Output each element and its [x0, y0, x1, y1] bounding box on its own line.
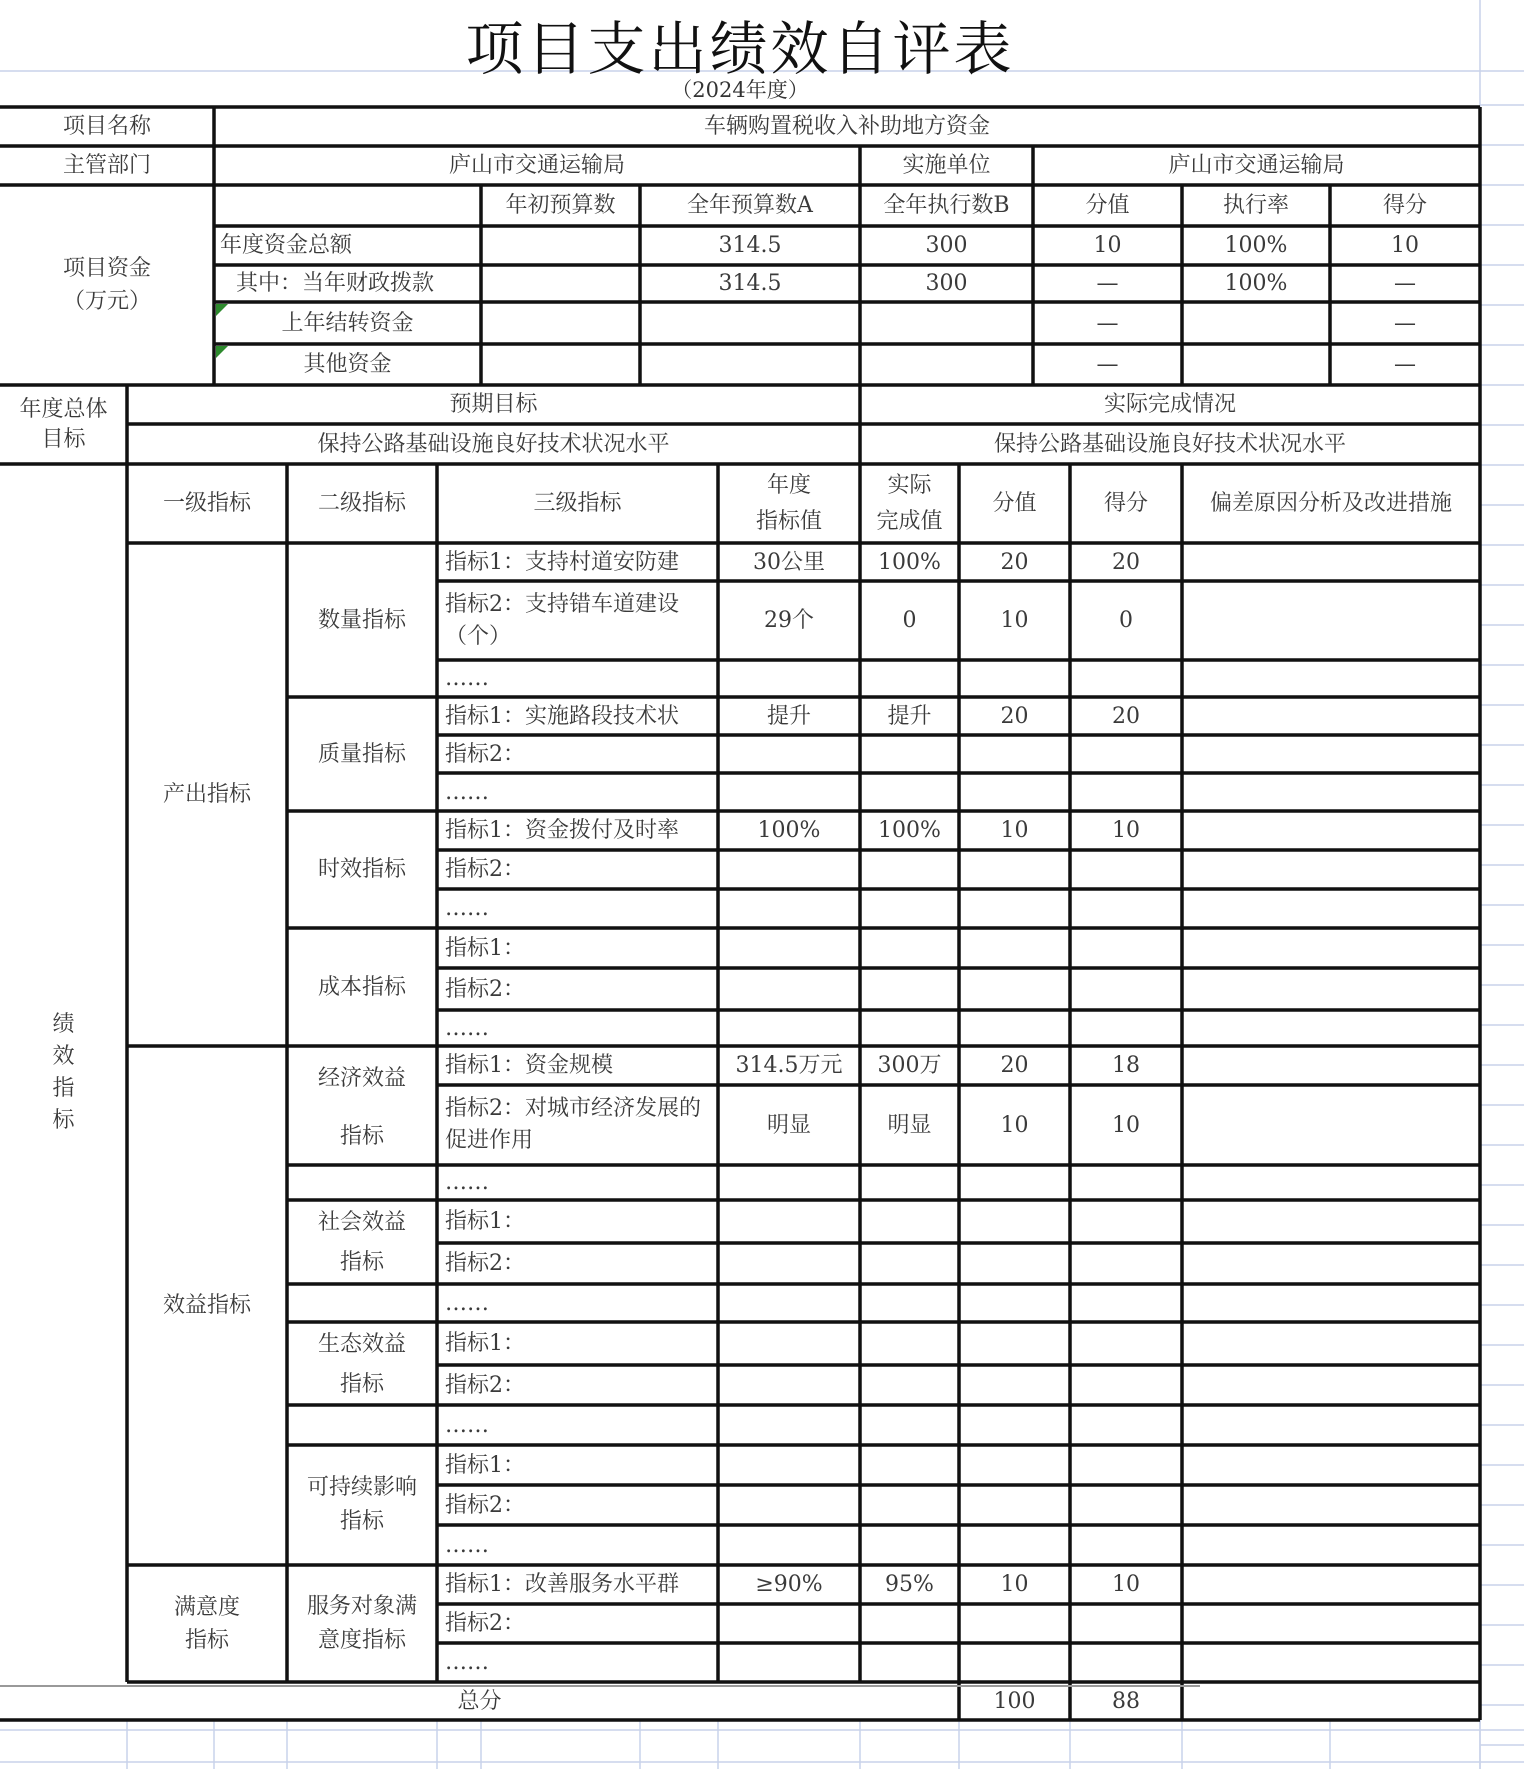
indicator-name[interactable]: 指标1： — [445, 1452, 525, 1478]
indicator-score[interactable] — [1070, 889, 1182, 928]
level2-timeliness: 时效指标 — [317, 857, 406, 882]
fund-row-budget[interactable] — [640, 302, 860, 344]
fund-row-rate[interactable] — [1182, 302, 1330, 344]
level2-sustain-line1: 可持续影响 — [306, 1475, 417, 1500]
indicator-score-value[interactable] — [959, 1165, 1070, 1200]
level2-eco-line2: 指标 — [339, 1372, 384, 1397]
indicator-name[interactable]: 指标1： — [445, 1209, 525, 1234]
indicator-analysis[interactable] — [1182, 1046, 1480, 1085]
header-actual-line1: 实际 — [887, 472, 932, 498]
indicator-actual-value[interactable] — [860, 1485, 959, 1525]
level2-service-line1: 服务对象满 — [306, 1593, 417, 1619]
indicator-score-value[interactable] — [959, 1010, 1070, 1046]
header-annual — [718, 464, 860, 543]
indicator-score-value[interactable]: 10 — [1000, 1112, 1029, 1138]
header-annual-line1: 年度 — [766, 472, 811, 498]
fund-row-name: 其中：当年财政拨款 — [236, 271, 435, 296]
indicator-analysis[interactable] — [1182, 1085, 1480, 1165]
level2-service-line2: 意度指标 — [317, 1627, 406, 1653]
indicator-score[interactable] — [1070, 1604, 1182, 1643]
indicator-analysis[interactable] — [1182, 581, 1480, 660]
indicator-name[interactable]: 指标2：对城市经济发展的促进作用 — [445, 1096, 701, 1153]
impl-value[interactable]: 庐山市交通运输局 — [1168, 153, 1345, 178]
funds-label-line2: （万元） — [62, 289, 151, 314]
fund-row-initial[interactable] — [481, 226, 640, 265]
indicator-name[interactable]: 指标1：改善服务水平群 — [445, 1572, 679, 1597]
indicator-annual-value[interactable] — [718, 1405, 860, 1445]
indicator-score-value[interactable]: 10 — [1000, 608, 1029, 633]
indicator-annual-value[interactable] — [718, 968, 860, 1010]
dept-label: 主管部门 — [62, 153, 151, 178]
level1-output: 产出指标 — [162, 782, 251, 807]
indicator-name[interactable]: 指标1：实施路段技术状 — [445, 703, 679, 729]
level2-service — [287, 1565, 437, 1682]
indicator-score[interactable] — [1070, 1643, 1182, 1682]
indicator-score[interactable]: 0 — [1119, 608, 1133, 633]
funds-col-budget: 全年预算数A — [687, 193, 813, 218]
indicator-score[interactable] — [1070, 1010, 1182, 1046]
fund-row-rate[interactable] — [1182, 344, 1330, 385]
indicator-annual-value[interactable] — [718, 1365, 860, 1405]
funds-col-initial: 年初预算数 — [505, 193, 616, 218]
indicator-score[interactable] — [1070, 660, 1182, 697]
indicator-annual-value[interactable]: 100% — [757, 818, 821, 843]
indicator-name[interactable]: …… — [445, 1290, 489, 1316]
fund-row-name: 年度资金总额 — [220, 233, 353, 258]
fund-row-score[interactable]: — — [1394, 271, 1416, 296]
indicator-annual-value[interactable] — [718, 1243, 860, 1284]
indicator-score[interactable]: 10 — [1112, 1572, 1140, 1597]
header-score: 得分 — [1103, 491, 1148, 516]
funds-col-score: 得分 — [1382, 193, 1427, 218]
indicator-name[interactable]: 指标2： — [445, 1372, 525, 1398]
indicator-actual-value[interactable]: 明显 — [887, 1112, 932, 1138]
indicator-actual-value[interactable] — [860, 735, 959, 773]
indicator-name[interactable]: …… — [445, 896, 489, 921]
indicator-actual-value[interactable]: 300万 — [877, 1053, 942, 1078]
indicator-score[interactable] — [1070, 968, 1182, 1010]
indicator-actual-value[interactable] — [860, 1322, 959, 1365]
indicator-annual-value[interactable] — [718, 1010, 860, 1046]
header-level1: 一级指标 — [162, 491, 251, 516]
indicator-name[interactable]: …… — [445, 1170, 489, 1195]
indicator-score[interactable] — [1070, 928, 1182, 968]
level2-sustain-line2: 指标 — [339, 1509, 384, 1534]
indicator-analysis[interactable] — [1182, 1405, 1480, 1445]
indicator-annual-value[interactable] — [718, 889, 860, 928]
indicator-annual-value[interactable] — [718, 1284, 860, 1322]
goals-actual-value[interactable]: 保持公路基础设施良好技术状况水平 — [993, 431, 1346, 457]
indicator-annual-value[interactable] — [718, 660, 860, 697]
level2-social — [287, 1200, 437, 1284]
indicator-annual-value[interactable]: 明显 — [766, 1112, 811, 1138]
fund-row-executed[interactable] — [860, 344, 1033, 385]
indicator-annual-value[interactable]: 30公里 — [753, 549, 825, 575]
indicator-analysis[interactable] — [1182, 811, 1480, 850]
level1-satisfaction — [127, 1565, 287, 1682]
indicator-actual-value[interactable] — [860, 1643, 959, 1682]
funds-label — [0, 185, 214, 385]
level2-eco — [287, 1322, 437, 1406]
indicator-score[interactable] — [1070, 773, 1182, 811]
fund-row-initial[interactable] — [481, 265, 640, 302]
indicator-score[interactable] — [1070, 1365, 1182, 1405]
goals-actual-label: 实际完成情况 — [1103, 392, 1236, 417]
indicator-score-value[interactable]: 20 — [1000, 1053, 1029, 1078]
indicator-score-value[interactable] — [959, 1445, 1070, 1485]
indicator-actual-value[interactable] — [860, 850, 959, 889]
fund-row-score[interactable]: — — [1394, 352, 1416, 377]
total-label: 总分 — [457, 1688, 502, 1714]
indicator-score-value[interactable] — [959, 928, 1070, 968]
indicator-score-value[interactable]: 20 — [1000, 549, 1029, 575]
goals-label-line1: 年度总体 — [19, 396, 108, 422]
indicator-score-value[interactable] — [959, 773, 1070, 811]
indicator-name[interactable]: …… — [445, 779, 489, 805]
indicator-name[interactable]: …… — [445, 1412, 489, 1438]
indicator-score-value[interactable] — [959, 1200, 1070, 1243]
indicator-analysis[interactable] — [1182, 660, 1480, 697]
indicator-analysis[interactable] — [1182, 543, 1480, 581]
indicator-name[interactable]: 指标1： — [445, 935, 525, 961]
indicator-score[interactable]: 20 — [1112, 549, 1140, 575]
indicator-actual-value[interactable] — [860, 1284, 959, 1322]
indicator-actual-value[interactable] — [860, 1405, 959, 1445]
fund-row-name: 上年结转资金 — [281, 310, 414, 336]
indicator-name[interactable]: …… — [445, 1015, 489, 1041]
indicator-name[interactable]: 指标1：资金拨付及时率 — [445, 818, 679, 843]
indicator-name[interactable]: 指标1： — [445, 1331, 525, 1356]
page-subtitle: （2024年度） — [671, 78, 809, 102]
indicator-score-value[interactable] — [959, 1485, 1070, 1525]
fund-row-score[interactable]: 10 — [1391, 233, 1419, 258]
indicator-name[interactable]: 指标2： — [445, 976, 525, 1002]
indicator-annual-value[interactable] — [718, 1165, 860, 1200]
indicator-score[interactable] — [1070, 1485, 1182, 1525]
level2-economic-line1: 经济效益 — [317, 1066, 406, 1091]
indicator-analysis[interactable] — [1182, 1010, 1480, 1046]
indicator-score[interactable] — [1070, 1165, 1182, 1200]
indicator-score[interactable] — [1070, 735, 1182, 773]
fund-row-name: 其他资金 — [303, 352, 392, 377]
goals-label — [0, 385, 127, 464]
level1-satisfaction-line1: 满意度 — [173, 1594, 240, 1620]
indicator-actual-value[interactable] — [860, 773, 959, 811]
header-actual-line2: 完成值 — [876, 508, 943, 534]
fund-row-rate[interactable]: 100% — [1224, 271, 1288, 296]
indicator-actual-value[interactable] — [860, 1604, 959, 1643]
indicator-name[interactable]: 指标2： — [445, 1492, 525, 1518]
indicator-name[interactable]: 指标2： — [445, 741, 525, 767]
indicator-score[interactable] — [1070, 1405, 1182, 1445]
indicator-name[interactable]: 指标2： — [445, 1611, 525, 1636]
fund-row-budget[interactable] — [640, 344, 860, 385]
indicator-actual-value[interactable]: 100% — [878, 549, 941, 575]
indicator-name[interactable]: 指标2： — [445, 1251, 525, 1276]
indicator-actual-value[interactable] — [860, 660, 959, 697]
indicator-score[interactable]: 20 — [1112, 703, 1140, 729]
goals-label-line2: 目标 — [41, 426, 86, 452]
level2-economic-line2: 指标 — [339, 1124, 384, 1149]
indicator-actual-value[interactable] — [860, 1165, 959, 1200]
indicator-analysis[interactable] — [1182, 928, 1480, 968]
fund-row-executed[interactable]: 300 — [925, 271, 968, 296]
header-analysis: 偏差原因分析及改进措施 — [1209, 491, 1452, 516]
indicator-score[interactable] — [1070, 1200, 1182, 1243]
indicator-name[interactable]: 指标2： — [445, 857, 525, 882]
indicator-annual-value[interactable]: ≥90% — [755, 1572, 823, 1597]
indicator-annual-value[interactable]: 29个 — [764, 608, 814, 633]
indicators-section-label — [0, 464, 127, 1682]
project-name-value[interactable]: 车辆购置税收入补助地方资金 — [703, 114, 990, 139]
indicator-analysis[interactable] — [1182, 968, 1480, 1010]
fund-row-score[interactable]: — — [1394, 310, 1416, 336]
fund-row-rate[interactable]: 100% — [1224, 233, 1288, 258]
indicator-analysis[interactable] — [1182, 1365, 1480, 1405]
fund-row-score-value[interactable]: — — [1096, 271, 1119, 296]
indicator-annual-value[interactable] — [718, 735, 860, 773]
indicator-actual-value[interactable]: 0 — [902, 608, 917, 633]
indicator-analysis[interactable] — [1182, 1445, 1480, 1485]
total-analysis[interactable] — [1182, 1682, 1480, 1720]
section-char: 指 — [52, 1076, 75, 1101]
indicator-analysis[interactable] — [1182, 850, 1480, 889]
indicator-annual-value[interactable] — [718, 1643, 860, 1682]
indicator-score-value[interactable] — [959, 850, 1070, 889]
indicator-score-value[interactable] — [959, 1284, 1070, 1322]
indicator-annual-value[interactable] — [718, 1200, 860, 1243]
indicator-annual-value[interactable] — [718, 928, 860, 968]
dept-value[interactable]: 庐山市交通运输局 — [448, 153, 625, 178]
level2-sustain — [287, 1445, 437, 1565]
indicator-score[interactable]: 18 — [1112, 1053, 1140, 1078]
indicator-actual-value[interactable] — [860, 1200, 959, 1243]
indicator-name[interactable]: …… — [445, 1532, 489, 1558]
indicator-analysis[interactable] — [1182, 889, 1480, 928]
indicator-actual-value[interactable]: 100% — [878, 818, 941, 843]
indicator-score[interactable]: 10 — [1112, 818, 1140, 843]
indicator-score-value[interactable] — [959, 1604, 1070, 1643]
indicator-actual-value[interactable] — [860, 889, 959, 928]
impl-label: 实施单位 — [902, 153, 991, 178]
total-value[interactable]: 100 — [993, 1688, 1036, 1714]
indicator-score-value[interactable] — [959, 1365, 1070, 1405]
indicator-analysis[interactable] — [1182, 1284, 1480, 1322]
indicator-analysis[interactable] — [1182, 735, 1480, 773]
indicator-annual-value[interactable]: 提升 — [766, 703, 811, 729]
indicator-analysis[interactable] — [1182, 1565, 1480, 1604]
header-level3: 三级指标 — [533, 491, 622, 516]
indicator-actual-value[interactable] — [860, 968, 959, 1010]
indicator-score-value[interactable]: 20 — [1000, 703, 1029, 729]
project-name-label: 项目名称 — [62, 114, 151, 139]
indicator-score-value[interactable]: 10 — [1000, 1572, 1029, 1597]
indicator-actual-value[interactable]: 95% — [885, 1572, 934, 1597]
indicator-score[interactable] — [1070, 1525, 1182, 1565]
fund-row-score-value[interactable]: 10 — [1093, 233, 1122, 258]
indicator-actual-value[interactable] — [860, 1525, 959, 1565]
indicator-score[interactable] — [1070, 1243, 1182, 1284]
level2-social-line2: 指标 — [339, 1250, 384, 1275]
indicator-name[interactable]: …… — [445, 1650, 489, 1675]
indicator-name[interactable]: 指标1：资金规模 — [445, 1053, 613, 1078]
indicator-actual-value[interactable] — [860, 1365, 959, 1405]
indicator-name[interactable]: 指标2：支持错车道建设（个） — [445, 591, 679, 649]
fund-row-executed[interactable]: 300 — [925, 233, 968, 258]
indicator-score-value[interactable] — [959, 1322, 1070, 1365]
fund-row-initial[interactable] — [481, 302, 640, 344]
indicator-annual-value[interactable] — [718, 850, 860, 889]
level2-economic — [287, 1046, 437, 1170]
indicator-score[interactable] — [1070, 1284, 1182, 1322]
section-char: 绩 — [52, 1012, 75, 1037]
indicator-score[interactable]: 10 — [1112, 1112, 1140, 1138]
indicator-score-value[interactable] — [959, 660, 1070, 697]
indicator-actual-value[interactable] — [860, 1010, 959, 1046]
indicator-score-value[interactable] — [959, 735, 1070, 773]
level2-social-line1: 社会效益 — [317, 1210, 406, 1235]
indicator-annual-value[interactable] — [718, 1322, 860, 1365]
section-char: 标 — [52, 1108, 75, 1133]
indicator-annual-value[interactable] — [718, 1604, 860, 1643]
indicator-score-value[interactable] — [959, 889, 1070, 928]
indicator-actual-value[interactable]: 提升 — [887, 703, 932, 729]
indicator-analysis[interactable] — [1182, 1525, 1480, 1565]
fund-row-score-value[interactable]: — — [1096, 310, 1119, 336]
funds-col-executed: 全年执行数B — [883, 193, 1010, 218]
indicator-analysis[interactable] — [1182, 1485, 1480, 1525]
indicator-analysis[interactable] — [1182, 1604, 1480, 1643]
fund-row-budget[interactable]: 314.5 — [718, 233, 782, 258]
header-annual-line2: 指标值 — [755, 508, 822, 534]
fund-row-initial[interactable] — [481, 344, 640, 385]
level2-quality: 质量指标 — [317, 741, 406, 767]
level1-benefit: 效益指标 — [162, 1293, 251, 1318]
indicator-analysis[interactable] — [1182, 1200, 1480, 1243]
level2-cost: 成本指标 — [317, 974, 406, 1000]
indicator-analysis[interactable] — [1182, 773, 1480, 811]
funds-label-line1: 项目资金 — [62, 256, 151, 281]
indicator-name[interactable]: 指标1：支持村道安防建 — [445, 549, 679, 575]
indicator-name[interactable]: …… — [445, 666, 489, 691]
header-score-value: 分值 — [992, 491, 1037, 516]
indicator-analysis[interactable] — [1182, 697, 1480, 735]
indicator-actual-value[interactable] — [860, 928, 959, 968]
indicator-score-value[interactable]: 10 — [1000, 818, 1029, 843]
level2-eco-line1: 生态效益 — [317, 1332, 406, 1357]
indicator-score[interactable] — [1070, 1322, 1182, 1365]
page-title: 项目支出绩效自评表 — [465, 15, 1015, 83]
indicator-actual-value[interactable] — [860, 1243, 959, 1284]
indicator-analysis[interactable] — [1182, 1165, 1480, 1200]
fund-row-executed[interactable] — [860, 302, 1033, 344]
header-level2: 二级指标 — [317, 491, 406, 516]
level1-satisfaction-line2: 指标 — [184, 1627, 229, 1653]
indicator-annual-value[interactable]: 314.5万元 — [735, 1053, 843, 1078]
indicator-annual-value[interactable] — [718, 773, 860, 811]
header-actual — [860, 464, 959, 543]
fund-row-budget[interactable]: 314.5 — [718, 271, 782, 296]
funds-col-rate: 执行率 — [1222, 193, 1289, 218]
indicator-score[interactable] — [1070, 850, 1182, 889]
indicator-score-value[interactable] — [959, 968, 1070, 1010]
indicator-score-value[interactable] — [959, 1643, 1070, 1682]
indicator-score-value[interactable] — [959, 1525, 1070, 1565]
indicator-annual-value[interactable] — [718, 1445, 860, 1485]
indicator-annual-value[interactable] — [718, 1525, 860, 1565]
indicator-analysis[interactable] — [1182, 1322, 1480, 1365]
indicator-score-value[interactable] — [959, 1243, 1070, 1284]
section-char: 效 — [52, 1044, 75, 1069]
goals-expected-label: 预期目标 — [449, 392, 538, 417]
indicator-annual-value[interactable] — [718, 1485, 860, 1525]
indicator-score-value[interactable] — [959, 1405, 1070, 1445]
indicator-score[interactable] — [1070, 1445, 1182, 1485]
indicator-analysis[interactable] — [1182, 1643, 1480, 1682]
level2-quantity: 数量指标 — [317, 607, 406, 633]
fund-row-score-value[interactable]: — — [1096, 352, 1119, 377]
indicator-analysis[interactable] — [1182, 1243, 1480, 1284]
funds-col-score-value: 分值 — [1085, 193, 1130, 218]
total-score[interactable]: 88 — [1112, 1688, 1140, 1714]
goals-expected-value[interactable]: 保持公路基础设施良好技术状况水平 — [317, 431, 670, 457]
indicator-actual-value[interactable] — [860, 1445, 959, 1485]
